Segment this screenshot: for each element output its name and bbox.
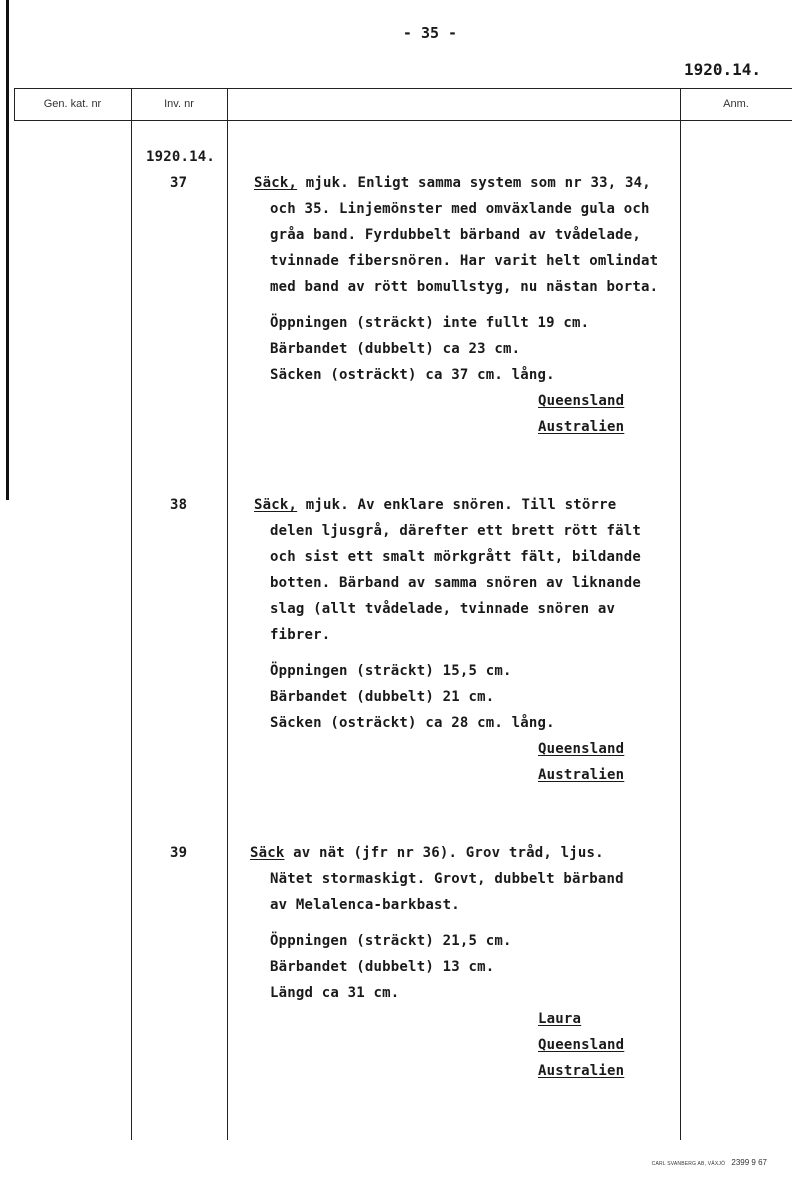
column-divider-2	[227, 88, 228, 1140]
entry-39-place-1: Laura	[538, 1011, 582, 1027]
printer-imprint	[652, 1158, 767, 1167]
entry-39-line-2: Nätet stormaskigt. Grovt, dubbelt bärband	[270, 871, 624, 887]
entry-38-line-5: slag (allt tvådelade, tvinnade snören av	[270, 601, 616, 617]
inventory-number-39: 39	[170, 845, 188, 861]
entry-37-measure-2: Bärbandet (dubbelt) ca 23 cm.	[270, 341, 521, 357]
column-divider-1	[131, 88, 132, 1140]
column-divider-3	[680, 88, 681, 1140]
inventory-number-37: 37	[170, 175, 188, 191]
group-catalog-number: 1920.14.	[146, 149, 216, 165]
entry-38-measure-2: Bärbandet (dubbelt) 21 cm.	[270, 689, 495, 705]
page-edge-bar	[6, 0, 9, 500]
entry-37-line-4: tvinnade fibersnören. Har varit helt omlindat	[270, 253, 659, 269]
entry-39-place-2: Queensland	[538, 1037, 625, 1053]
page-number: - 35 -	[402, 24, 458, 42]
entry-37-line-1: Säck, mjuk. Enligt samma system som nr 33, 34,	[254, 175, 651, 191]
entry-39-line-3: av Melalenca-barkbast.	[270, 897, 460, 913]
entry-38-line-4: botten. Bärband av samma snören av liknande	[270, 575, 642, 591]
printer-name: CARL SVANBERG AB, VÄXJÖ	[651, 1161, 726, 1167]
entry-39-line-1: Säck av nät (jfr nr 36). Grov tråd, ljus.	[250, 845, 604, 861]
entry-38-place-2: Australien	[538, 767, 625, 783]
form-code: 2399 9 67	[731, 1158, 767, 1167]
column-header-anm: Anm.	[723, 98, 749, 110]
entry-37-line-5: med band av rött bomullstyg, nu nästan borta.	[270, 279, 659, 295]
entry-37-place-2: Australien	[538, 419, 625, 435]
column-header-inv: Inv. nr	[164, 98, 194, 110]
entry-39-measure-2: Bärbandet (dubbelt) 13 cm.	[270, 959, 495, 975]
entry-38-measure-1: Öppningen (sträckt) 15,5 cm.	[270, 663, 512, 679]
entry-39-measure-3: Längd ca 31 cm.	[270, 985, 400, 1001]
entry-37-line-3: gråa band. Fyrdubbelt bärband av tvådelade,	[270, 227, 642, 243]
entry-37-line-2: och 35. Linjemönster med omväxlande gula och	[270, 201, 650, 217]
entry-38-measure-3: Säcken (osträckt) ca 28 cm. lång.	[270, 715, 555, 731]
entry-38-line-6: fibrer.	[270, 627, 331, 643]
column-header-gen-kat: Gen. kat. nr	[43, 98, 102, 110]
entry-38-line-2: delen ljusgrå, därefter ett brett rött fält	[270, 523, 642, 539]
entry-39-measure-1: Öppningen (sträckt) 21,5 cm.	[270, 933, 512, 949]
entry-38-line-1: Säck, mjuk. Av enklare snören. Till större	[254, 497, 617, 513]
entry-39-head: Säck	[250, 845, 285, 861]
entry-37-measure-3: Säcken (osträckt) ca 37 cm. lång.	[270, 367, 555, 383]
entry-37-place-1: Queensland	[538, 393, 625, 409]
header-catalog-number: 1920.14.	[683, 60, 761, 79]
entry-38-head: Säck,	[254, 497, 298, 513]
entry-37-head: Säck,	[254, 175, 298, 191]
entry-37-measure-1: Öppningen (sträckt) inte fullt 19 cm.	[270, 315, 590, 331]
entry-38-line-3: och sist ett smalt mörkgrått fält, bildande	[270, 549, 642, 565]
entry-39-place-3: Australien	[538, 1063, 625, 1079]
entry-38-place-1: Queensland	[538, 741, 625, 757]
inventory-number-38: 38	[170, 497, 188, 513]
